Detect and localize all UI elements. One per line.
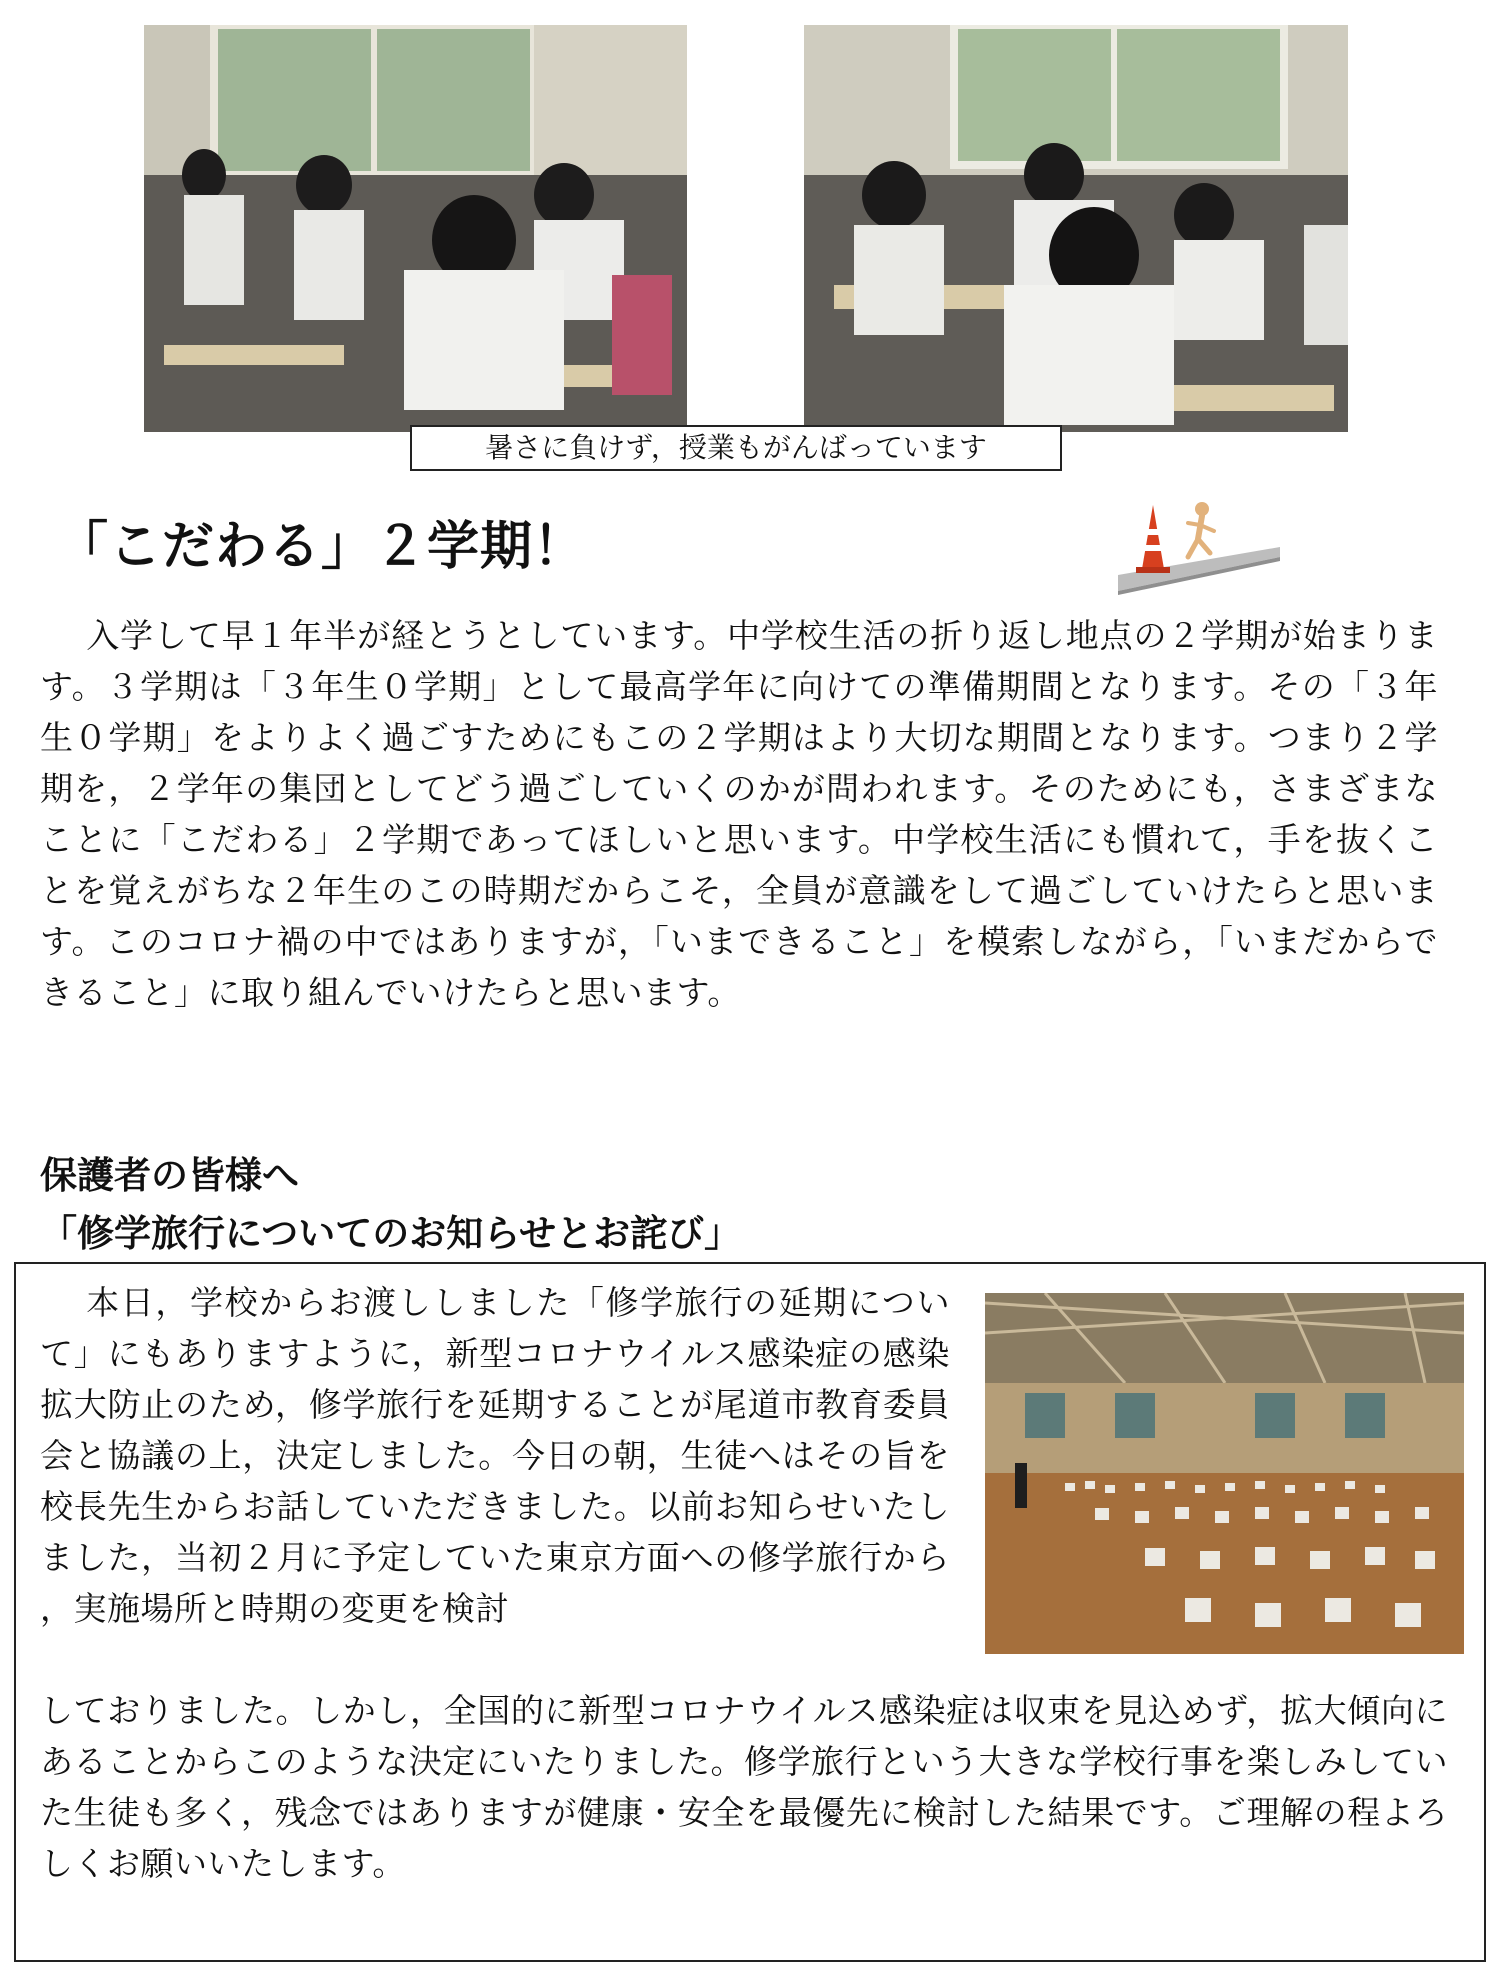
- traffic-cone-runner-icon: [1118, 495, 1280, 601]
- classroom-photo-right: [804, 25, 1348, 432]
- section-title: 「こだわる」２学期！: [56, 517, 587, 577]
- notice-paragraph-part2: しておりました。しかし，全国的に新型コロナウイルス感染症は収束を見込めず，拡大傾向にあることからこのような決定にいたりました。修学旅行という大きな学校行事を楽しみしていた生徒も多く，残念ではありますが健康・安全を最優先に検討した結果です。ご理解の程よろしくお願いいたします。: [40, 1691, 1448, 1883]
- notice-paragraph-part1: 本日，学校からお渡ししました「修学旅行の延期について」にもありますように，新型コロナウイルス感染症の感染拡大防止のため，修学旅行を延期することが尾道市教育委員会と協議の上，決定しました。今日の朝，生徒へはその旨を校長先生からお話していただきました。以前お知らせいたしました，当初２月に予定していた東京方面への修学旅行から，実施場所と時期の変更を検討: [40, 1283, 951, 1628]
- notice-heading-title: 「修学旅行についてのお知らせとお詫び」: [40, 1212, 742, 1255]
- intro-paragraph: 入学して早１年半が経とうとしています。中学校生活の折り返し地点の２学期が始まります。３学期は「３年生０学期」として最高学年に向けての準備期間となります。その「３年生０学期」をよりよく過ごすためにもこの２学期はより大切な期間となります。つまり２学期を，２学年の集団としてどう過ごしていくのかが問われます。そのためにも，さまざまなことに「こだわる」２学期であってほしいと思います。中学校生活にも慣れて，手を抜くことを覚えがちな２年生のこの時期だからこそ，全員が意識をして過ごしていけたらと思います。このコロナ禍の中ではありますが，「いまできること」を模索しながら，「いまだからできること」に取り組んでいけたらと思います。: [40, 616, 1438, 1012]
- notice-heading-parents: 保護者の皆様へ: [40, 1154, 299, 1197]
- classroom-photo-left: [144, 25, 687, 432]
- photo-caption: 暑さに負けず，授業もがんばっています: [410, 425, 1062, 471]
- gymnasium-photo: [985, 1293, 1464, 1654]
